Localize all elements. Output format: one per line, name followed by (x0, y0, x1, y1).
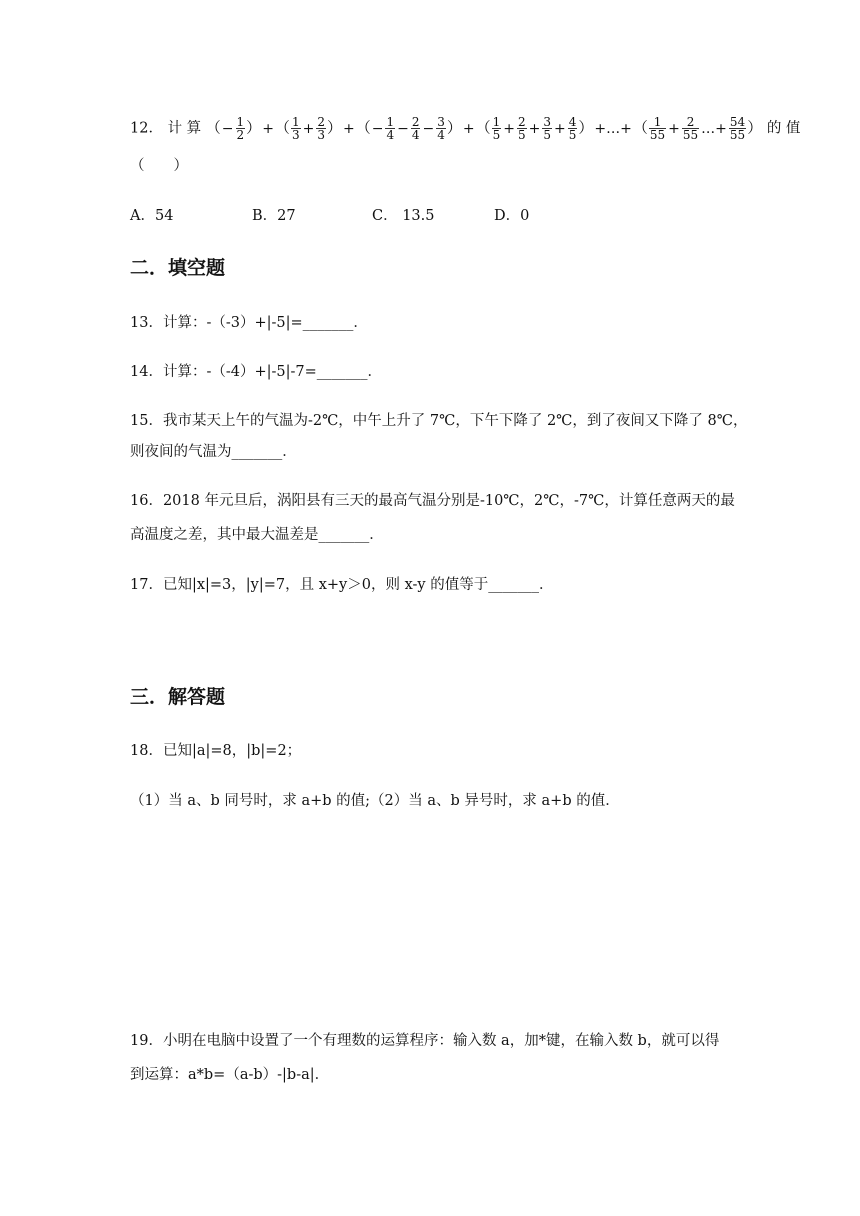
fraction-numerator: 1 (386, 115, 395, 129)
operator: − (221, 120, 234, 137)
fraction-numerator: 1 (291, 115, 300, 129)
fraction-numerator: 2 (517, 115, 526, 129)
fraction-numerator: 1 (492, 115, 501, 129)
fraction-numerator: 2 (682, 116, 699, 129)
option-a: A．54 (130, 208, 174, 224)
fraction (436, 116, 446, 141)
right-paren: ） (747, 118, 763, 137)
fraction-numerator: 4 (568, 115, 577, 129)
fraction-numerator: 54 (729, 115, 746, 129)
fraction (236, 116, 246, 141)
right-paren: ） (326, 118, 342, 137)
option-c: C． 13.5 (372, 208, 435, 224)
operator: − (397, 120, 409, 137)
fraction (568, 116, 578, 141)
fraction (316, 116, 326, 141)
question-16-line-1: 16．2018 年元旦后，涡阳县有三天的最高气温分别是-10℃，2℃，-7℃，计算任意两天的最 (130, 493, 735, 509)
operator: + (462, 120, 475, 137)
left-paren: （ (475, 118, 491, 137)
operator: + (262, 120, 274, 137)
question-13: 13．计算：-（-3）+|-5|=_______． (130, 315, 368, 331)
operator: + (302, 120, 315, 137)
question-19-line-1: 19．小明在电脑中设置了一个有理数的运算程序：输入数 a，加*键，在输入数 b，就可以得 (130, 1033, 720, 1049)
operator: + (528, 120, 541, 137)
question-12-prefix: 计 算 (167, 120, 202, 137)
fraction (542, 116, 552, 141)
option-d: D．0 (494, 208, 530, 224)
fraction-denominator: 3 (317, 128, 325, 142)
fraction-denominator: 5 (543, 128, 551, 142)
left-paren: （ (355, 118, 371, 137)
operator: − (422, 120, 435, 137)
question-14: 14．计算：-（-4）+|-5|-7=_______． (130, 364, 383, 380)
section-fill-in-title: 二．填空题 (130, 257, 226, 279)
question-18-line-2: （1）当 a、b 同号时，求 a+b 的值;（2）当 a、b 异号时，求 a+b 的值． (130, 793, 620, 809)
fraction (517, 116, 527, 141)
fraction-denominator: 5 (492, 128, 501, 142)
question-12-suffix: 的 值 (766, 120, 801, 137)
operator: + (668, 120, 680, 137)
question-15-line-2: 则夜间的气温为_______． (130, 444, 297, 460)
operator: …+ (701, 120, 727, 137)
fraction (291, 116, 301, 141)
fraction (385, 116, 395, 141)
fraction-denominator: 5 (568, 128, 577, 142)
question-12-expression (206, 116, 762, 141)
right-paren: ） (446, 118, 462, 137)
fraction-denominator: 2 (236, 128, 245, 142)
option-b: B．27 (252, 208, 296, 224)
fraction-denominator: 3 (291, 128, 300, 142)
left-paren: （ (205, 118, 221, 137)
fraction-denominator: 55 (729, 128, 746, 142)
fraction-denominator: 55 (682, 128, 699, 142)
fraction (492, 116, 502, 141)
fraction-numerator: 3 (437, 115, 445, 129)
fraction (411, 116, 421, 141)
left-paren: （ (274, 118, 290, 137)
fraction-numerator: 1 (236, 115, 245, 129)
question-17: 17．已知|x|=3，|y|=7，且 x+y＞0，则 x-y 的值等于_______． (130, 577, 554, 593)
fraction (649, 116, 666, 141)
fraction-numerator: 2 (317, 115, 325, 129)
fraction (729, 116, 746, 141)
fraction-denominator: 4 (411, 128, 420, 142)
question-12 (130, 116, 800, 141)
fraction (682, 116, 699, 141)
fraction-numerator: 3 (543, 115, 551, 129)
question-15-line-1: 15．我市某天上午的气温为-2℃，中午上升了 7℃，下午下降了 2℃，到了夜间又下降了 8℃， (130, 413, 748, 429)
question-12-number: 12． (130, 120, 163, 137)
fraction-denominator: 4 (437, 128, 445, 142)
operator: + (554, 120, 566, 137)
operator: − (371, 120, 384, 137)
operator: + (503, 120, 515, 137)
fraction-denominator: 4 (386, 128, 395, 142)
question-12-answer-paren: （ ） (130, 158, 188, 174)
right-paren: ） (246, 118, 262, 137)
question-18-line-1: 18．已知|a|=8，|b|=2； (130, 743, 302, 759)
section-solution-title: 三．解答题 (130, 686, 226, 708)
ellipsis: +…+ (594, 120, 632, 137)
right-paren: ） (578, 118, 594, 137)
question-16-line-2: 高温度之差，其中最大温差是_______． (130, 527, 384, 543)
question-12-options (130, 206, 529, 226)
fraction-numerator: 2 (411, 115, 420, 129)
left-paren: （ (632, 118, 648, 137)
fraction-denominator: 5 (517, 128, 526, 142)
fraction-numerator: 1 (649, 116, 666, 129)
operator: + (342, 120, 355, 137)
fraction-denominator: 55 (649, 128, 666, 142)
question-19-line-2: 到运算：a*b=（a-b）-|b-a|． (130, 1067, 330, 1083)
